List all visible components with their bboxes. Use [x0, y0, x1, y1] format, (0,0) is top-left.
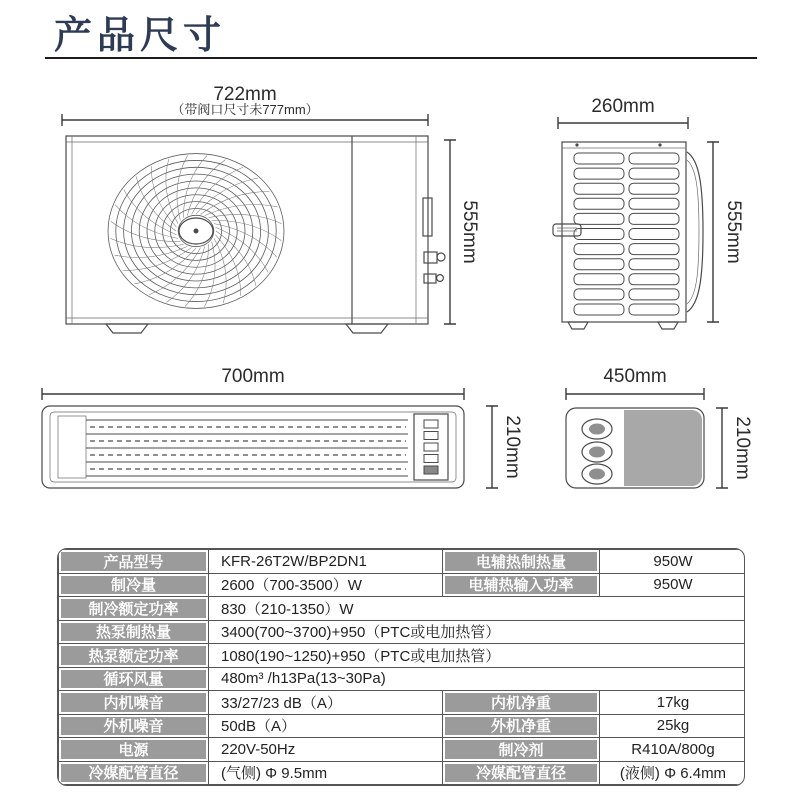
indoor-front-dimension-width — [42, 366, 464, 400]
spec-label: 外机噪音 — [59, 714, 209, 738]
spec-label: 外机净重 — [443, 714, 600, 738]
spec-row — [59, 761, 746, 785]
spec-row — [59, 667, 746, 691]
display-panel — [424, 420, 438, 474]
spec-row — [59, 573, 746, 597]
indoor-side-height-label: 210mm — [732, 416, 753, 480]
spec-label: 电辅热制热量 — [443, 550, 600, 574]
page-title: 产品尺寸 — [54, 15, 227, 57]
indoor-unit-front-drawing — [42, 406, 464, 488]
spec-label: 热泵制热量 — [59, 620, 209, 644]
outdoor-front-dimension-width — [62, 84, 428, 126]
spec-value: 2600（700-3500）W — [209, 573, 443, 597]
outdoor-front-dimension-height — [444, 140, 480, 324]
indoor-front-width-label: 700mm — [221, 366, 285, 387]
spec-value: 950W — [600, 573, 746, 597]
spec-row — [59, 620, 746, 644]
spec-value: 1080(190~1250)+950（PTC或电加热管） — [209, 644, 746, 668]
spec-value: 830（210-1350）W — [209, 597, 746, 621]
spec-label: 制冷额定功率 — [59, 597, 209, 621]
spec-value: 33/27/23 dB（A） — [209, 691, 443, 715]
spec-value: R410A/800g — [600, 738, 746, 762]
outdoor-side-dimension-height — [707, 142, 744, 322]
outdoor-unit-front-drawing — [66, 136, 445, 333]
louver-grille — [86, 420, 408, 476]
indoor-side-dimension-height — [716, 408, 753, 488]
spec-label: 电辅热输入功率 — [443, 573, 600, 597]
spec-label: 内机噪音 — [59, 691, 209, 715]
spec-label: 循环风量 — [59, 667, 209, 691]
outdoor-front-width-label: 722mm — [213, 84, 277, 105]
outdoor-side-height-label: 555mm — [723, 200, 744, 264]
indoor-side-dimension-width — [566, 366, 704, 400]
outdoor-front-width-note: （带阀口尺寸未777mm） — [171, 102, 319, 117]
spec-value: 480m³ /h13Pa(13~30Pa) — [209, 667, 746, 691]
spec-value: 50dB（A） — [209, 714, 443, 738]
spec-value: 220V-50Hz — [209, 738, 443, 762]
vent-slots — [574, 153, 679, 315]
outdoor-side-dimension-width — [558, 96, 688, 129]
side-knobs — [582, 419, 612, 484]
spec-label: 电源 — [59, 738, 209, 762]
spec-label: 热泵额定功率 — [59, 644, 209, 668]
dimension-diagrams — [0, 60, 800, 545]
spec-value: KFR-26T2W/BP2DN1 — [209, 550, 443, 574]
spec-value: 17kg — [600, 691, 746, 715]
spec-row — [59, 738, 746, 762]
spec-label: 内机净重 — [443, 691, 600, 715]
spec-label: 制冷剂 — [443, 738, 600, 762]
spec-value: 3400(700~3700)+950（PTC或电加热管） — [209, 620, 746, 644]
indoor-side-width-label: 450mm — [603, 366, 667, 387]
spec-row — [59, 644, 746, 668]
outdoor-side-width-label: 260mm — [591, 96, 655, 117]
title-divider — [45, 57, 757, 59]
indoor-front-dimension-height — [486, 406, 523, 488]
spec-value: 950W — [600, 550, 746, 574]
spec-row — [59, 550, 746, 574]
spec-label: 产品型号 — [59, 550, 209, 574]
indoor-front-height-label: 210mm — [502, 415, 523, 479]
spec-row — [59, 597, 746, 621]
spec-row — [59, 691, 746, 715]
spec-value: 25kg — [600, 714, 746, 738]
spec-label: 冷媒配管直径 — [59, 761, 209, 785]
spec-value: (气侧) Φ 9.5mm — [209, 761, 443, 785]
valve-fittings — [424, 252, 445, 283]
outdoor-unit-side-drawing — [553, 142, 703, 329]
spec-value: (液侧) Φ 6.4mm — [600, 761, 746, 785]
spec-table — [57, 548, 745, 786]
spec-label: 制冷量 — [59, 573, 209, 597]
spec-label: 冷媒配管直径 — [443, 761, 600, 785]
spec-row — [59, 714, 746, 738]
indoor-unit-side-drawing — [566, 408, 704, 488]
outdoor-front-height-label: 555mm — [459, 200, 480, 264]
